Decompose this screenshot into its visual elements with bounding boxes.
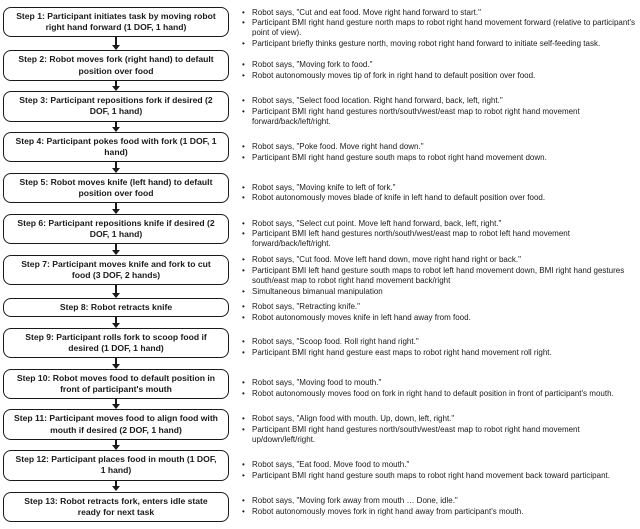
step-column-left xyxy=(2,298,230,328)
bullet-item xyxy=(241,378,614,388)
bullet-marker-icon: • xyxy=(242,389,245,398)
bullet-item xyxy=(241,183,545,193)
bullet-text: Participant BMI right hand gestures north/south/west/east map to robot right hand movement forward/back/left/right. xyxy=(252,106,580,126)
step-bullet-list xyxy=(241,142,547,164)
down-arrow-connector xyxy=(2,122,230,132)
step-box xyxy=(3,214,229,244)
down-arrow-connector xyxy=(2,358,230,368)
step-row xyxy=(2,298,638,328)
bullet-item xyxy=(241,414,637,424)
step-column-right xyxy=(230,214,638,255)
bullet-item xyxy=(241,471,610,481)
bullet-marker-icon: • xyxy=(242,506,245,516)
step-row xyxy=(2,214,638,255)
step-row xyxy=(2,91,638,132)
step-box-label: Step 9: Participant rolls fork to scoop food if desired (1 DOF, 1 hand) xyxy=(25,331,207,353)
bullet-text: Participant briefly thinks gesture north, moving robot right hand forward to initiate self-feeding task. xyxy=(252,38,601,48)
bullet-item xyxy=(241,60,535,70)
step-column-right xyxy=(230,491,638,523)
bullet-text: Robot says, "Align food with mouth. Up, down, left, right." xyxy=(252,414,455,424)
step-column-right xyxy=(230,450,638,491)
step-column-left xyxy=(2,255,230,298)
step-row xyxy=(2,173,638,214)
down-arrow-connector xyxy=(2,81,230,91)
bullet-text: Robot says, "Scoop food. Roll right hand right." xyxy=(252,337,419,347)
bullet-item xyxy=(241,219,637,229)
bullet-marker-icon: • xyxy=(242,302,245,312)
bullet-marker-icon: • xyxy=(242,106,245,116)
bullet-marker-icon: • xyxy=(242,18,245,28)
step-row xyxy=(2,328,638,369)
bullet-text: Robot says, "Moving food to mouth." xyxy=(252,378,382,388)
step-column-left xyxy=(2,91,230,132)
step-row xyxy=(2,50,638,91)
step-bullet-list xyxy=(241,219,637,250)
bullet-item xyxy=(241,107,637,127)
bullet-marker-icon: • xyxy=(242,312,245,322)
step-bullet-list xyxy=(241,496,523,518)
step-column-left xyxy=(2,450,230,491)
step-box xyxy=(3,255,229,285)
bullet-item xyxy=(241,96,637,106)
step-row xyxy=(2,255,638,298)
step-box-label: Step 11: Participant moves food to align food with mouth if desired (2 DOF, 1 hand) xyxy=(14,413,218,435)
bullet-item xyxy=(241,18,637,38)
step-row xyxy=(2,409,638,450)
bullet-item xyxy=(241,142,547,152)
bullet-text: Participant BMI left hand gesture south maps to robot left hand movement down, BMI right hand gestures south/east map to robot right hand movement back/right xyxy=(252,266,625,285)
step-column-left xyxy=(2,491,230,523)
step-box xyxy=(3,328,229,358)
step-bullet-list xyxy=(241,60,535,82)
down-arrow-connector xyxy=(2,317,230,327)
step-box xyxy=(3,492,229,522)
bullet-text: Robot autonomously moves knife in left hand away from food. xyxy=(252,312,471,322)
step-column-right xyxy=(230,50,638,91)
bullet-marker-icon: • xyxy=(242,424,245,434)
step-column-right xyxy=(230,255,638,298)
down-arrow-connector xyxy=(2,285,230,298)
step-row xyxy=(2,369,638,410)
bullet-item xyxy=(241,425,637,445)
step-box-label: Step 8: Robot retracts knife xyxy=(59,302,173,313)
step-box-label: Step 12: Participant places food in mouth (1 DOF, 1 hand) xyxy=(15,454,217,476)
step-bullet-list xyxy=(241,460,610,482)
bullet-text: Robot says, "Moving fork away from mouth … Done, idle." xyxy=(252,496,458,506)
bullet-marker-icon: • xyxy=(242,337,245,347)
step-box-label: Step 5: Robot moves knife (left hand) to default position over food xyxy=(19,176,213,199)
step-box-label: Step 10: Robot moves food to default position in front of participant's mouth xyxy=(16,372,216,394)
step-column-left xyxy=(2,50,230,91)
step-column-left xyxy=(2,7,230,50)
bullet-marker-icon: • xyxy=(242,96,245,106)
bullet-text: Robot autonomously moves fork in right hand away from participant's mouth. xyxy=(252,506,524,516)
bullet-text: Participant BMI right hand gesture north maps to robot right hand movement forward (relative to participant's point of view). xyxy=(252,18,636,38)
step-box xyxy=(3,450,229,480)
down-arrow-connector xyxy=(2,244,230,254)
bullet-item xyxy=(241,153,547,163)
bullet-text: Robot says, "Moving fork to food." xyxy=(252,60,373,70)
bullet-item xyxy=(241,229,637,249)
bullet-marker-icon: • xyxy=(242,496,245,506)
bullet-text: Participant BMI right hand gesture east maps to robot right hand movement roll right. xyxy=(252,348,552,358)
step-box-label: Step 2: Robot moves fork (right hand) to default position over food xyxy=(18,54,214,76)
step-column-right xyxy=(230,7,638,50)
bullet-text: Robot says, "Select food location. Right hand forward, back, left, right." xyxy=(252,96,503,106)
bullet-marker-icon: • xyxy=(242,470,245,480)
step-bullet-list xyxy=(241,302,471,324)
step-box xyxy=(3,409,229,439)
bullet-text: Robot autonomously moves blade of knife in left hand to default position over food. xyxy=(252,193,546,203)
step-column-right xyxy=(230,409,638,450)
bullet-item xyxy=(241,193,545,203)
bullet-marker-icon: • xyxy=(242,7,245,17)
bullet-marker-icon: • xyxy=(242,229,245,239)
step-column-left xyxy=(2,369,230,410)
bullet-marker-icon: • xyxy=(242,414,245,424)
step-bullet-list xyxy=(241,378,614,400)
bullet-marker-icon: • xyxy=(242,286,245,296)
step-column-right xyxy=(230,328,638,369)
bullet-text: Participant BMI right hand gesture south maps to robot right hand movement down. xyxy=(252,152,547,162)
step-row xyxy=(2,491,638,523)
down-arrow-connector xyxy=(2,203,230,213)
bullet-marker-icon: • xyxy=(242,141,245,151)
step-box-label: Step 13: Robot retracts fork, enters idle state ready for next task xyxy=(24,495,208,517)
bullet-marker-icon: • xyxy=(242,38,245,48)
step-column-right xyxy=(230,91,638,132)
step-row xyxy=(2,7,638,50)
step-column-right xyxy=(230,173,638,214)
down-arrow-connector xyxy=(2,37,230,50)
step-bullet-list xyxy=(241,255,637,297)
step-column-left xyxy=(2,173,230,214)
down-arrow-connector xyxy=(2,162,230,172)
bullet-marker-icon: • xyxy=(242,378,245,388)
bullet-text: Robot says, "Eat food. Move food to mouth." xyxy=(252,459,410,469)
bullet-marker-icon: • xyxy=(242,182,245,192)
step-box-label: Step 3: Participant repositions fork if desired (2 DOF, 1 hand) xyxy=(19,95,213,117)
bullet-item xyxy=(241,337,552,347)
bullet-item xyxy=(241,255,637,265)
bullet-item xyxy=(241,39,637,49)
step-column-left xyxy=(2,409,230,450)
step-box xyxy=(3,50,229,80)
bullet-item xyxy=(241,313,471,323)
step-box xyxy=(3,298,229,317)
bullet-item xyxy=(241,496,523,506)
bullet-text: Robot says, "Poke food. Move right hand down." xyxy=(252,141,424,151)
bullet-item xyxy=(241,507,523,517)
bullet-marker-icon: • xyxy=(242,459,245,469)
bullet-marker-icon: • xyxy=(242,152,245,162)
step-box xyxy=(3,369,229,399)
step-box xyxy=(3,173,229,203)
bullet-item xyxy=(241,348,552,358)
bullet-text: Robot says, "Cut food. Move left hand down, move right hand right or back." xyxy=(252,255,521,265)
bullet-text: Robot says, "Retracting knife." xyxy=(252,302,360,312)
down-arrow-connector xyxy=(2,440,230,450)
bullet-text: Robot says, "Select cut point. Move left hand forward, back, left, right." xyxy=(252,218,502,228)
step-bullet-list xyxy=(241,96,637,127)
step-column-left xyxy=(2,132,230,173)
bullet-text: Robot autonomously moves food on fork in right hand to default position in front of participant's mouth. xyxy=(252,389,614,398)
bullet-marker-icon: • xyxy=(242,70,245,80)
bullet-marker-icon: • xyxy=(242,266,245,276)
step-bullet-list xyxy=(241,183,545,205)
step-bullet-list xyxy=(241,337,552,359)
bullet-marker-icon: • xyxy=(242,255,245,265)
step-column-left xyxy=(2,328,230,369)
step-column-left xyxy=(2,214,230,255)
step-box xyxy=(3,91,229,121)
step-bullet-list xyxy=(241,8,637,50)
step-box-label: Step 4: Participant pokes food with fork (1 DOF, 1 hand) xyxy=(15,136,217,158)
step-box xyxy=(3,7,229,37)
down-arrow-connector xyxy=(2,481,230,491)
step-column-right xyxy=(230,369,638,410)
bullet-item xyxy=(241,266,637,286)
step-box-label: Step 7: Participant moves knife and fork to cut food (3 DOF, 2 hands) xyxy=(21,258,211,280)
step-box xyxy=(3,132,229,162)
bullet-marker-icon: • xyxy=(242,348,245,358)
bullet-marker-icon: • xyxy=(242,60,245,70)
step-row xyxy=(2,132,638,173)
bullet-text: Participant BMI left hand gestures north/south/west/east map to robot left hand movement forward/back/left/right. xyxy=(252,229,570,249)
down-arrow-connector xyxy=(2,399,230,409)
bullet-text: Simultaneous bimanual manipulation xyxy=(252,286,383,296)
bullet-marker-icon: • xyxy=(242,193,245,203)
bullet-item xyxy=(241,302,471,312)
bullet-item xyxy=(241,8,637,18)
bullet-item xyxy=(241,460,610,470)
step-row xyxy=(2,450,638,491)
step-box-label: Step 6: Participant repositions knife if desired (2 DOF, 1 hand) xyxy=(17,217,215,239)
bullet-text: Robot says, "Cut and eat food. Move right hand forward to start." xyxy=(252,7,481,17)
bullet-item xyxy=(241,71,535,81)
bullet-text: Robot says, "Moving knife to left of fork." xyxy=(252,182,396,192)
step-box-label: Step 1: Participant initiates task by moving robot right hand forward (1 DOF, 1 hand) xyxy=(16,11,216,33)
bullet-item xyxy=(241,287,637,297)
bullet-text: Participant BMI right hand gestures north/south/west/east map to robot right hand movement up/down/left/right. xyxy=(252,424,580,444)
step-column-right xyxy=(230,132,638,173)
bullet-item xyxy=(241,389,614,399)
bullet-text: Robot autonomously moves tip of fork in right hand to default position over food. xyxy=(252,70,536,80)
step-bullet-list xyxy=(241,414,637,445)
bullet-marker-icon: • xyxy=(242,218,245,228)
step-column-right xyxy=(230,298,638,328)
bullet-text: Participant BMI right hand gesture south maps to robot right hand movement back toward participant. xyxy=(252,470,610,480)
